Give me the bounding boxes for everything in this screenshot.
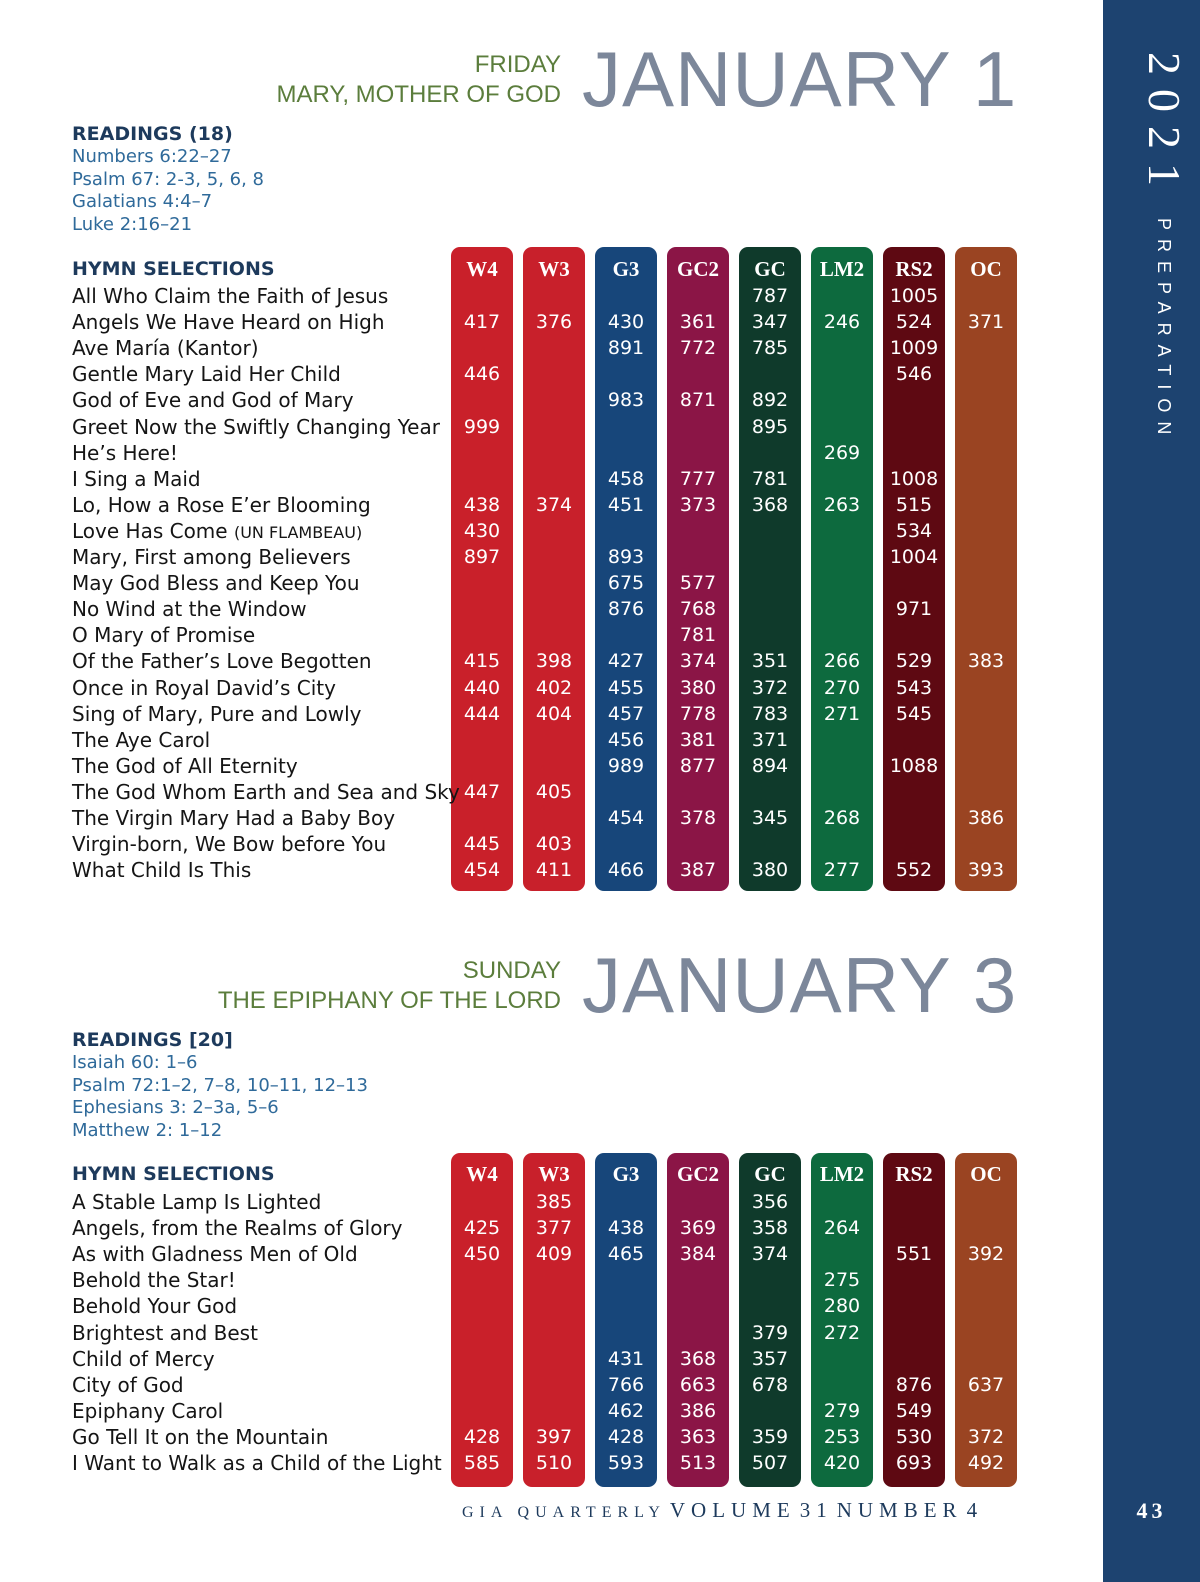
hymn-number: 894 [751, 754, 789, 777]
hymn-number: 892 [751, 389, 789, 412]
hymn-number: 369 [679, 1217, 717, 1240]
hymn-number: 444 [463, 702, 501, 725]
hymn-number: 428 [607, 1425, 645, 1448]
hymn-number: 1088 [889, 754, 939, 777]
hymn-title [72, 727, 210, 753]
hymn-title-text: As with Gladness Men of Old [72, 1242, 358, 1267]
hymn-number: 280 [823, 1295, 861, 1318]
hymn-title [72, 857, 251, 883]
hymn-number: 507 [751, 1452, 789, 1474]
hymn-title [72, 1372, 184, 1398]
weekday: SUNDAY [462, 957, 561, 984]
hymn-number: 529 [895, 650, 933, 673]
hymn-number: 438 [607, 1217, 645, 1240]
hymn-number: 593 [607, 1452, 645, 1474]
hymn-number: 379 [751, 1321, 789, 1344]
hymn-title-text: Behold the Star! [72, 1268, 236, 1293]
hymnal-header-oc: OC [970, 257, 1002, 281]
hymn-title [72, 335, 259, 361]
hymn-number: 895 [751, 415, 789, 438]
hymn-number: 253 [823, 1425, 861, 1448]
hymn-title [72, 779, 460, 805]
hymn-title-text: A Stable Lamp Is Lighted [72, 1190, 322, 1214]
hymn-number: 781 [679, 624, 717, 647]
readings-heading: READINGS (18) [72, 123, 233, 145]
reading-item: Luke 2:16–21 [72, 213, 193, 235]
hymn-title-text: City of God [72, 1372, 184, 1397]
hymn-title-text: Angels, from the Realms of Glory [72, 1216, 403, 1241]
hymn-title [72, 1450, 442, 1476]
hymn-title-text: God of Eve and God of Mary [72, 388, 354, 413]
hymnal-header-w3: W3 [538, 1162, 570, 1186]
hymn-number: 447 [463, 780, 501, 803]
hymn-title [72, 1189, 321, 1215]
hymn-number: 577 [679, 572, 717, 595]
hymn-number: 876 [607, 598, 645, 621]
hymn-number: 781 [751, 467, 789, 490]
hymn-title-text: Love Has Come [72, 518, 228, 543]
hymn-title [72, 440, 178, 466]
sidebar-year: 2021 [1139, 52, 1190, 200]
hymn-number: 515 [895, 493, 933, 516]
hymn-number: 385 [535, 1191, 573, 1213]
hymn-number: 372 [967, 1425, 1005, 1448]
hymn-number: 446 [463, 363, 501, 386]
hymnal-header-lm2: LM2 [819, 1162, 865, 1186]
weekday: FRIDAY [474, 51, 561, 78]
hymn-title [72, 414, 440, 440]
hymn-number: 551 [895, 1243, 933, 1266]
hymn-number: 270 [823, 676, 861, 699]
day-heading [277, 50, 561, 110]
hymn-number: 1009 [889, 337, 939, 360]
hymn-title [72, 361, 341, 387]
hymn-number: 415 [463, 650, 501, 673]
hymn-selections-heading: HYMN SELECTIONS [72, 1163, 275, 1185]
hymn-title [72, 1346, 215, 1372]
hymn-number: 1008 [889, 467, 939, 490]
hymn-number: 386 [679, 1399, 717, 1422]
hymn-title [72, 1215, 403, 1241]
hymnal-header-gc2: GC2 [677, 1162, 719, 1186]
hymn-number: 438 [463, 493, 501, 516]
hymn-number: 373 [679, 493, 717, 516]
hymn-title [72, 309, 385, 335]
hymnal-column-lm2 [811, 247, 873, 891]
hymn-title-text: Epiphany Carol [72, 1398, 224, 1423]
hymn-number: 377 [535, 1217, 573, 1240]
hymn-number: 768 [679, 598, 717, 621]
reading-item: Galatians 4:4–7 [72, 191, 213, 212]
hymn-number: 431 [607, 1347, 645, 1370]
hymn-number: 368 [679, 1347, 717, 1370]
hymn-number: 552 [895, 859, 933, 882]
hymn-title-text: Virgin-born, We Bow before You [72, 832, 387, 857]
hymn-title-text: Brightest and Best [72, 1320, 258, 1345]
hymn-number: 513 [679, 1452, 717, 1474]
hymn-number: 279 [823, 1399, 861, 1422]
footer-publisher: GIA QUARTERLY [462, 1504, 666, 1521]
day-heading [218, 956, 561, 1016]
hymn-title-text: Go Tell It on the Mountain [72, 1424, 329, 1449]
hymn-title [72, 701, 362, 727]
hymn-title [72, 492, 371, 518]
hymn-number: 417 [463, 311, 501, 334]
hymn-number: 345 [751, 807, 789, 829]
hymn-title [72, 544, 351, 570]
hymnal-header-w3: W3 [538, 257, 570, 281]
hymn-title-text: The Aye Carol [72, 727, 211, 752]
hymn-number: 356 [751, 1191, 789, 1213]
hymn-title-text: No Wind at the Window [72, 597, 307, 622]
hymn-number: 785 [751, 337, 789, 360]
reading-item: Isaiah 60: 1–6 [72, 1052, 198, 1073]
hymn-title-text: The Virgin Mary Had a Baby Boy [72, 806, 396, 830]
hymn-number: 263 [823, 493, 861, 516]
hymn-number: 374 [679, 650, 717, 673]
hymnal-header-oc: OC [970, 1162, 1002, 1186]
hymn-title-text: Sing of Mary, Pure and Lowly [72, 701, 362, 726]
hymn-number: 693 [895, 1452, 933, 1474]
hymn-number: 772 [679, 337, 717, 360]
hymn-number: 272 [823, 1321, 861, 1344]
hymn-number: 246 [823, 311, 861, 334]
hymn-number: 357 [751, 1347, 789, 1370]
hymn-selections-heading: HYMN SELECTIONS [72, 258, 275, 280]
hymn-number: 381 [679, 728, 717, 751]
footer [462, 1498, 983, 1523]
hymn-title [72, 466, 201, 492]
hymn-number: 455 [607, 676, 645, 699]
hymn-number: 378 [679, 807, 717, 829]
hymn-number: 404 [535, 702, 573, 725]
hymn-title-text: The God of All Eternity [72, 753, 298, 778]
sidebar-label: PREPARATION [1154, 218, 1174, 444]
hymnal-column-oc [955, 247, 1017, 891]
hymn-number: 777 [679, 467, 717, 490]
hymn-number: 1005 [889, 285, 939, 307]
hymn-title-text: He’s Here! [72, 440, 178, 465]
footer-number-label: NUMBER [836, 1498, 963, 1522]
hymn-number: 456 [607, 728, 645, 751]
hymn-number: 466 [607, 859, 645, 882]
hymn-number: 387 [679, 859, 717, 882]
hymn-number: 269 [823, 441, 861, 464]
footer-volume: 31 [799, 1498, 833, 1522]
footer-volume-label: VOLUME [669, 1498, 796, 1522]
hymn-number: 675 [607, 572, 645, 595]
hymn-title-text: Of the Father’s Love Begotten [72, 649, 372, 674]
hymn-title [72, 622, 255, 648]
hymn-number: 393 [967, 859, 1005, 882]
hymn-number: 409 [535, 1243, 573, 1266]
hymn-title-text: I Want to Walk as a Child of the Light [72, 1451, 442, 1475]
hymn-number: 368 [751, 493, 789, 516]
hymn-number: 386 [967, 807, 1005, 829]
hymn-number: 450 [463, 1243, 501, 1266]
hymn-number: 871 [679, 389, 717, 412]
feast-name: THE EPIPHANY OF THE LORD [217, 987, 561, 1014]
reading-item: Numbers 6:22–27 [72, 146, 232, 167]
hymnal-header-w4: W4 [466, 1162, 498, 1186]
hymn-title [72, 596, 307, 622]
hymn-number: 372 [751, 676, 789, 699]
hymn-number: 266 [823, 650, 861, 673]
hymnal-header-gc: GC [754, 1162, 786, 1186]
hymn-number: 543 [895, 676, 933, 699]
hymn-number: 783 [751, 702, 789, 725]
hymnal-header-gc: GC [754, 257, 786, 281]
hymn-number: 374 [751, 1243, 789, 1266]
hymn-number: 384 [679, 1243, 717, 1266]
hymn-title [72, 1398, 223, 1424]
hymn-title [72, 753, 298, 779]
hymn-number: 268 [823, 807, 861, 829]
hymn-title-text: Lo, How a Rose E’er Blooming [72, 492, 371, 517]
hymn-number: 462 [607, 1399, 645, 1422]
hymn-number: 445 [463, 833, 501, 856]
date-title: JANUARY 3 [582, 941, 1018, 1029]
reading-item: Psalm 72:1–2, 7–8, 10–11, 12–13 [72, 1074, 368, 1096]
hymn-number: 363 [679, 1425, 717, 1448]
reading-item: Matthew 2: 1–12 [72, 1119, 223, 1141]
hymn-title-text: O Mary of Promise [72, 623, 256, 648]
hymn-number: 430 [463, 519, 501, 542]
hymn-number: 454 [607, 807, 645, 829]
hymn-number: 524 [895, 311, 933, 334]
hymn-number: 402 [535, 676, 573, 699]
hymn-title-text: Mary, First among Believers [72, 545, 351, 569]
hymn-number: 392 [967, 1243, 1005, 1266]
hymn-number: 380 [679, 676, 717, 699]
hymn-number: 458 [607, 467, 645, 490]
hymn-number: 637 [967, 1373, 1005, 1396]
hymn-title-text: Behold Your God [72, 1294, 238, 1319]
hymn-title-text: Gentle Mary Laid Her Child [72, 362, 341, 387]
hymn-number: 778 [679, 702, 717, 725]
hymn-title [72, 1293, 237, 1319]
reading-item: Ephesians 3: 2–3a, 5–6 [72, 1097, 279, 1118]
hymn-title [72, 675, 336, 701]
hymn-number: 398 [535, 650, 573, 673]
hymn-number: 428 [463, 1425, 501, 1448]
hymn-number: 411 [535, 859, 573, 882]
hymn-number: 371 [751, 728, 789, 751]
hymn-number: 492 [967, 1452, 1005, 1474]
hymn-title-text: Angels We Have Heard on High [72, 310, 385, 335]
hymn-title [72, 1320, 258, 1346]
hymn-title-text: All Who Claim the Faith of Jesus [72, 284, 389, 308]
hymn-number: 999 [463, 415, 501, 438]
date-title: JANUARY 1 [582, 35, 1018, 123]
hymn-number: 430 [607, 311, 645, 334]
hymn-number: 585 [463, 1452, 501, 1474]
hymn-number: 465 [607, 1243, 645, 1266]
hymn-number: 983 [607, 389, 645, 412]
hymn-number: 877 [679, 754, 717, 777]
feast-name: MARY, MOTHER OF GOD [276, 81, 561, 108]
hymnal-header-gc2: GC2 [677, 257, 719, 281]
hymn-title-text: I Sing a Maid [72, 466, 201, 491]
hymn-number: 545 [895, 702, 933, 725]
hymn-number: 383 [967, 650, 1005, 673]
hymn-number: 451 [607, 493, 645, 516]
hymn-title [72, 805, 395, 831]
hymn-title [72, 1424, 328, 1450]
hymn-title [72, 570, 360, 596]
hymn-number: 549 [895, 1399, 933, 1422]
hymn-title [72, 518, 362, 546]
hymnal-header-rs2: RS2 [895, 257, 933, 281]
hymn-number: 971 [895, 598, 933, 621]
hymn-number: 787 [751, 285, 789, 307]
hymnal-header-g3: G3 [612, 1162, 640, 1186]
hymn-number: 397 [535, 1425, 573, 1448]
hymn-title-text: Child of Mercy [72, 1346, 215, 1371]
hymn-number: 989 [607, 754, 645, 777]
hymn-number: 275 [823, 1269, 861, 1292]
hymn-title [72, 831, 386, 857]
hymn-title-text: Ave María (Kantor) [72, 336, 259, 361]
hymn-number: 351 [751, 650, 789, 673]
hymn-number: 530 [895, 1425, 933, 1448]
hymnal-header-rs2: RS2 [895, 1162, 933, 1186]
sidebar-title [1108, 52, 1194, 443]
hymn-title-text: What Child Is This [72, 858, 252, 883]
hymn-number: 376 [535, 311, 573, 334]
hymn-number: 359 [751, 1425, 789, 1448]
hymn-number: 1004 [889, 546, 939, 568]
hymn-number: 454 [463, 859, 501, 882]
hymn-number: 897 [463, 546, 501, 568]
hymn-number: 374 [535, 493, 573, 516]
hymn-number: 347 [751, 311, 789, 334]
hymnal-header-g3: G3 [612, 257, 640, 281]
hymn-number: 510 [535, 1452, 573, 1474]
hymn-title [72, 648, 372, 674]
hymn-number: 425 [463, 1217, 501, 1240]
hymn-number: 766 [607, 1373, 645, 1396]
hymn-number: 277 [823, 859, 861, 882]
page-number: 43 [1136, 1498, 1167, 1523]
hymn-number: 264 [823, 1217, 861, 1240]
hymn-number: 893 [607, 546, 645, 568]
hymn-number: 427 [607, 650, 645, 673]
hymn-title-text: May God Bless and Keep You [72, 571, 360, 596]
reading-item: Psalm 67: 2-3, 5, 6, 8 [72, 168, 264, 190]
hymn-number: 891 [607, 337, 645, 360]
hymn-title [72, 1267, 236, 1293]
hymn-title [72, 283, 388, 309]
hymn-number: 876 [895, 1373, 933, 1396]
hymn-title-text: The God Whom Earth and Sea and Sky [72, 779, 460, 804]
hymnal-header-lm2: LM2 [819, 257, 865, 281]
hymn-number: 403 [535, 833, 573, 856]
hymn-title [72, 387, 354, 413]
hymn-number: 663 [679, 1373, 717, 1396]
footer-number: 4 [966, 1498, 984, 1522]
hymn-title [72, 1241, 358, 1267]
hymnal-header-w4: W4 [466, 257, 498, 281]
hymn-number: 546 [895, 363, 933, 386]
hymn-number: 271 [823, 702, 861, 725]
hymn-number: 371 [967, 311, 1005, 334]
hymn-number: 380 [751, 859, 789, 882]
hymn-number: 457 [607, 702, 645, 725]
hymn-title-text: Greet Now the Swiftly Changing Year [72, 414, 440, 439]
hymn-number: 440 [463, 676, 501, 699]
hymn-number: 361 [679, 311, 717, 334]
hymn-number: 420 [823, 1452, 861, 1474]
hymn-number: 678 [751, 1373, 789, 1396]
hymn-number: 405 [535, 780, 573, 803]
hymn-number: 534 [895, 519, 933, 542]
readings-heading: READINGS [20] [72, 1029, 233, 1051]
hymn-subtitle: (UN FLAMBEAU) [233, 522, 363, 542]
hymn-number: 358 [751, 1217, 789, 1240]
hymn-title-text: Once in Royal David’s City [72, 675, 336, 700]
